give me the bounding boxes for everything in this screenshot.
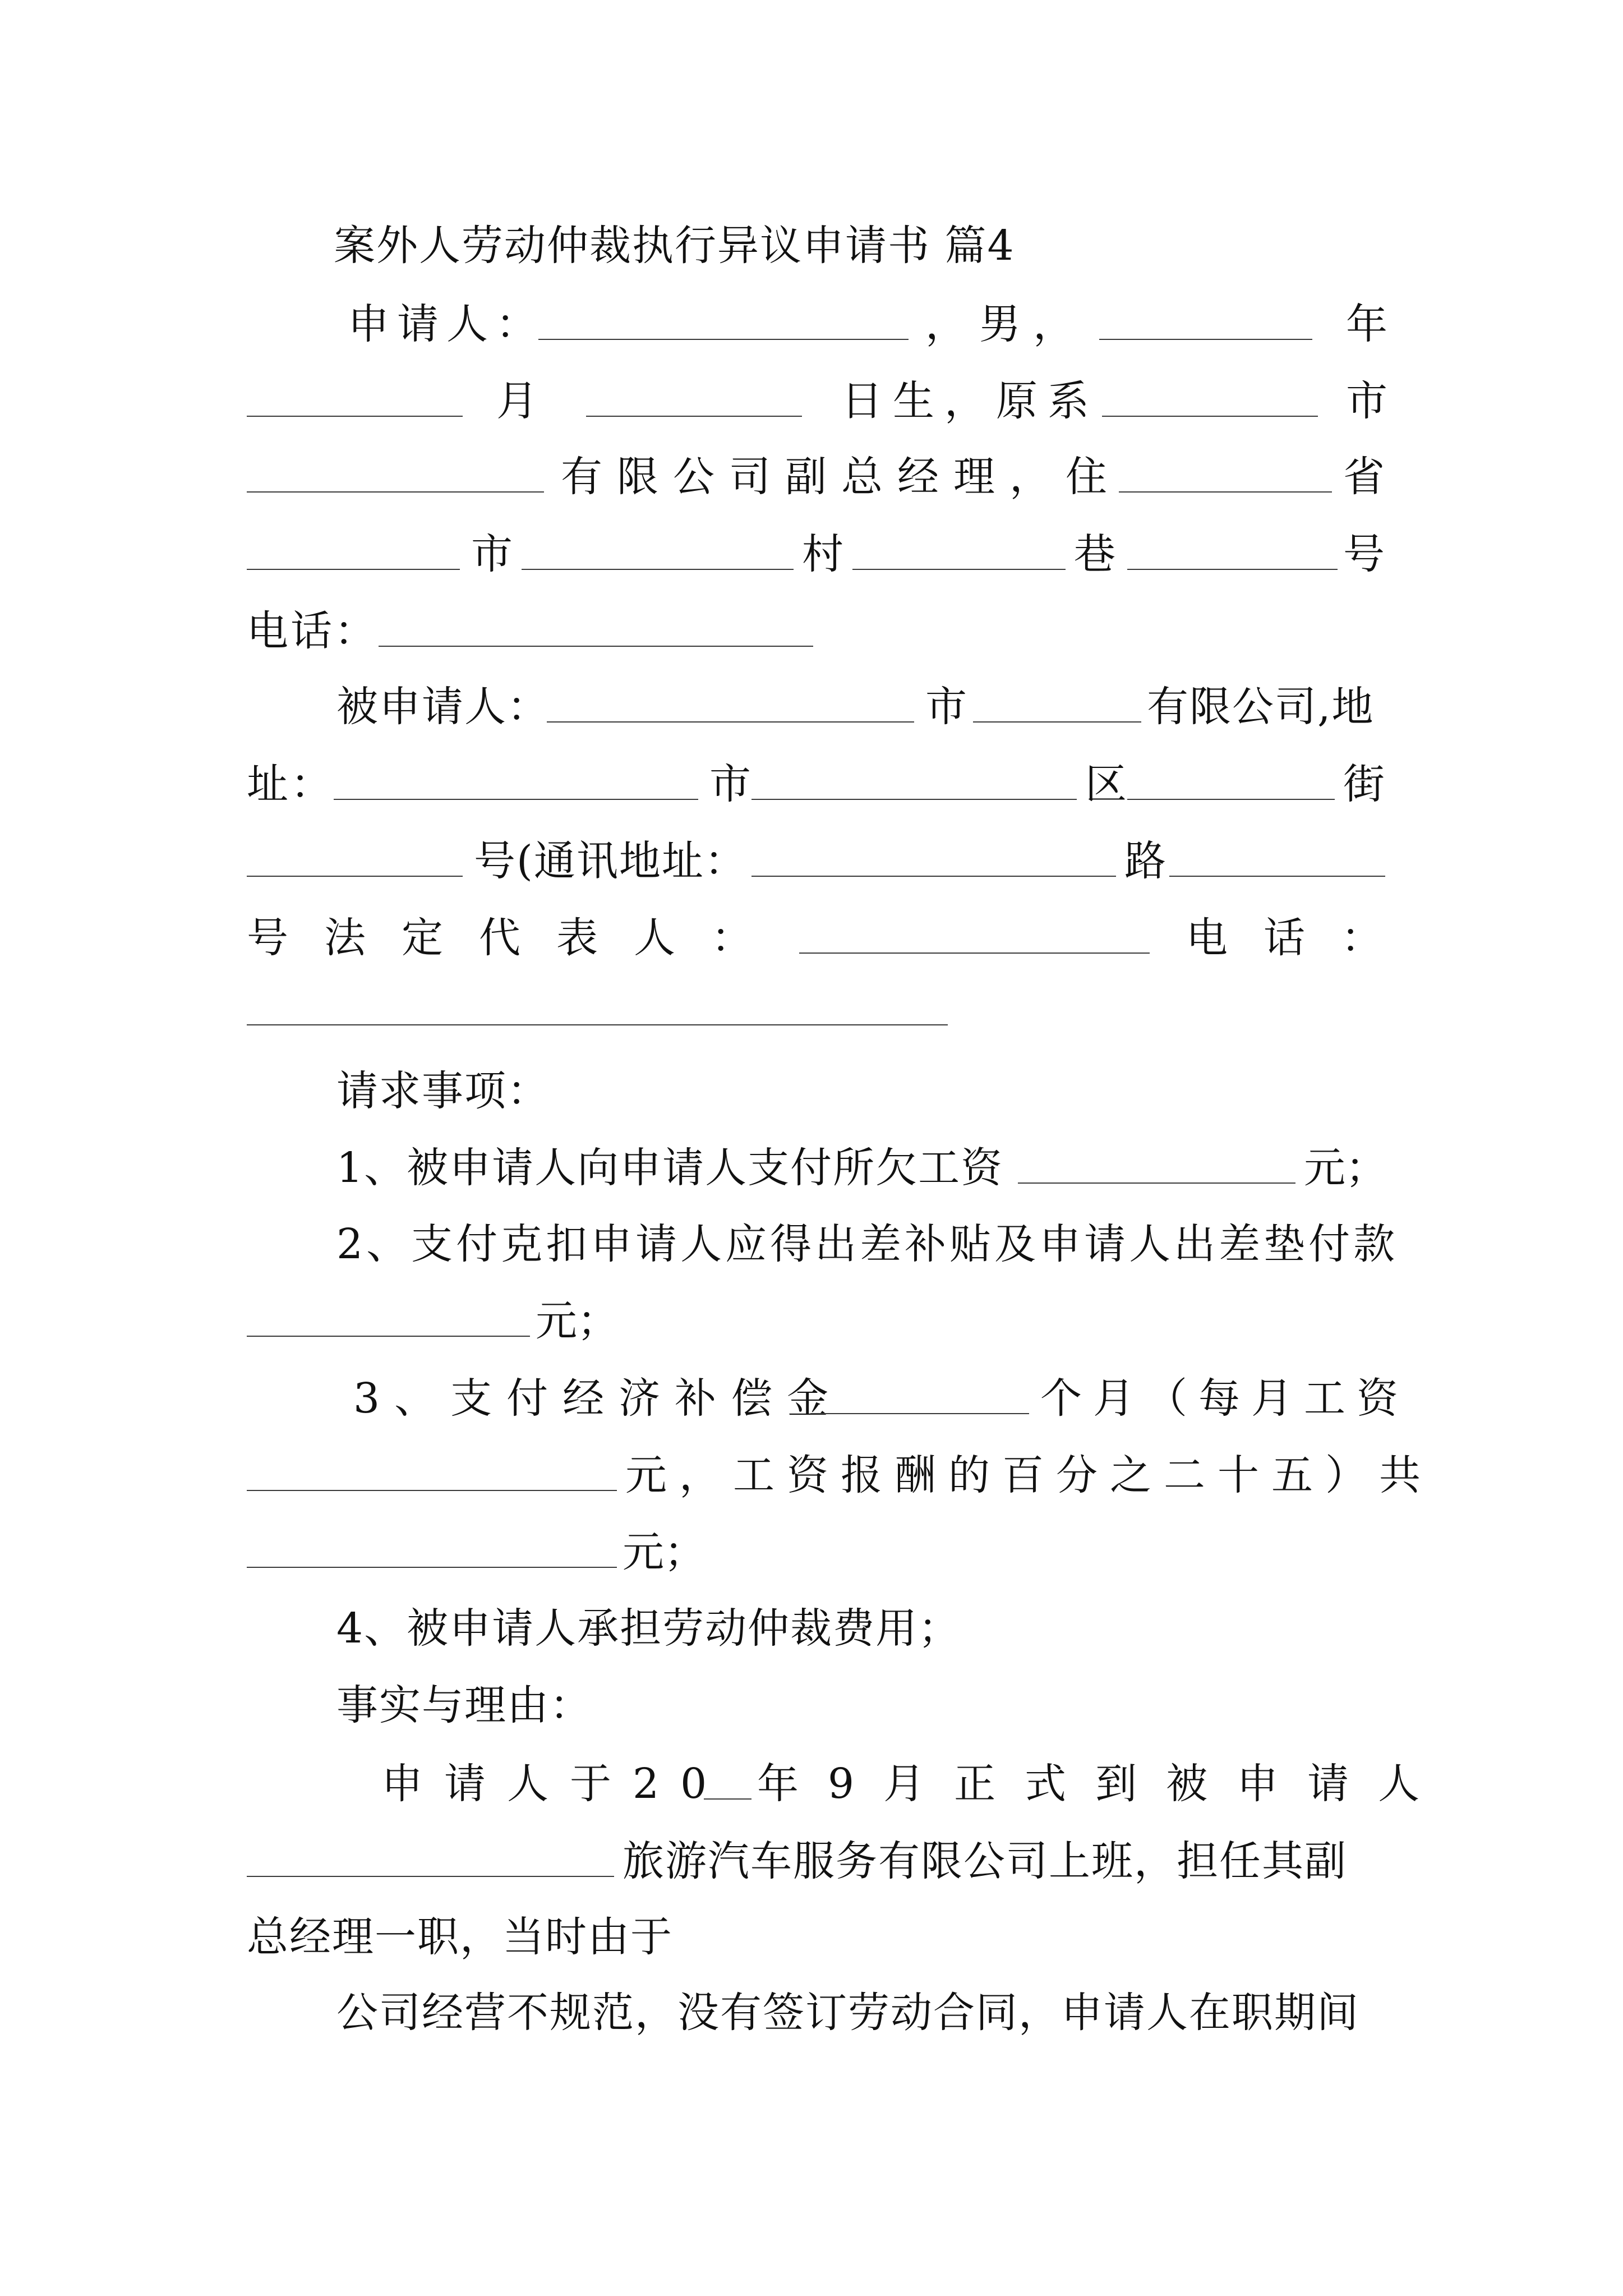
birth-day-blank[interactable] <box>586 416 802 417</box>
position-label: 有限公司副总经理，住 <box>561 453 1122 501</box>
request-3-mid: 元，工资报酬的百分之二十五）共 <box>625 1451 1433 1499</box>
legal-rep-blank[interactable] <box>799 953 1150 954</box>
request-3-months: 个月（每月工资 <box>1040 1374 1409 1423</box>
house-number-blank[interactable] <box>1127 569 1338 570</box>
city-label: 市 <box>1346 377 1387 425</box>
start-year-blank[interactable] <box>704 1798 751 1800</box>
facts-p1-date: 年9月正式到被申请人 <box>757 1760 1449 1808</box>
city2-label: 市 <box>471 530 513 578</box>
respondent-company-label: 有限公司,地 <box>1147 683 1375 731</box>
applicant-phone-label: 电话： <box>247 607 378 655</box>
facts-p1-end: 总经理一职，当时由于 <box>247 1913 673 1961</box>
district-label: 区 <box>1085 760 1127 808</box>
number-label: 号 <box>1343 530 1385 578</box>
request-1-text: 1、被申请人向申请人支付所欠工资 <box>336 1144 1004 1192</box>
document-title: 案外人劳动仲裁执行异议申请书 篇4 <box>334 222 1015 270</box>
request-1-unit: 元； <box>1304 1144 1387 1192</box>
day-origin-label: 日生，原系 <box>841 377 1099 425</box>
facts-p1-start: 申请人于20 <box>381 1760 728 1808</box>
monthly-wage-blank[interactable] <box>247 1490 617 1491</box>
city-blank[interactable] <box>247 569 460 570</box>
respondent-label: 被申请人： <box>336 683 550 731</box>
travel-allowance-blank[interactable] <box>247 1336 530 1337</box>
respondent-addr-label: 址： <box>247 760 334 808</box>
respondent-city-label: 市 <box>925 683 967 731</box>
request-3-unit: 元； <box>623 1528 706 1576</box>
street-label: 街 <box>1343 760 1385 808</box>
request-2-unit: 元； <box>536 1297 619 1345</box>
birth-month-blank[interactable] <box>247 416 463 417</box>
respondent-company-blank[interactable] <box>973 721 1141 723</box>
respondent-city2-label: 市 <box>709 760 751 808</box>
respondent-company-name-blank[interactable] <box>247 1876 614 1877</box>
month-label: 月 <box>496 377 538 425</box>
applicant-name-blank[interactable] <box>538 339 909 340</box>
mail-address-label: 号(通讯地址： <box>474 837 747 885</box>
respondent-addr-city-blank[interactable] <box>334 799 698 800</box>
legal-rep-label: 号法定代表人： <box>247 914 789 962</box>
former-city-blank[interactable] <box>1102 416 1318 417</box>
applicant-phone-blank[interactable] <box>379 646 813 647</box>
applicant-label: 申请人： <box>348 300 545 348</box>
facts-heading: 事实与理由： <box>336 1681 592 1729</box>
district-blank[interactable] <box>751 799 1077 800</box>
request-2-text: 2、支付克扣申请人应得出差补贴及申请人出差垫付款 <box>336 1220 1399 1268</box>
requests-heading: 请求事项： <box>336 1067 550 1115</box>
respondent-phone-blank[interactable] <box>247 1024 948 1025</box>
facts-p1-company: 旅游汽车服务有限公司上班，担任其副 <box>623 1837 1347 1885</box>
unpaid-wages-blank[interactable] <box>1018 1182 1295 1184</box>
request-4-text: 4、被申请人承担劳动仲裁费用； <box>336 1604 961 1653</box>
road-label: 路 <box>1124 837 1166 885</box>
street-number-blank[interactable] <box>247 876 463 877</box>
lane-label: 巷 <box>1074 530 1115 578</box>
lane-blank[interactable] <box>852 569 1066 570</box>
compensation-total-blank[interactable] <box>247 1567 617 1568</box>
company-name-blank[interactable] <box>247 491 544 493</box>
province-label: 省 <box>1343 453 1385 501</box>
village-label: 村 <box>802 530 843 578</box>
road-number-blank[interactable] <box>1169 876 1385 877</box>
respondent-phone-label: 电话： <box>1186 914 1418 962</box>
birth-year-blank[interactable] <box>1099 339 1312 340</box>
applicant-sex: ，男， <box>925 300 1087 348</box>
request-3-text: 3、支付经济补偿金 <box>353 1374 843 1423</box>
province-blank[interactable] <box>1119 491 1332 493</box>
facts-p2: 公司经营不规范，没有签订劳动合同，申请人在职期间 <box>336 1989 1359 2037</box>
year-label: 年 <box>1346 300 1387 348</box>
mail-address-blank[interactable] <box>751 876 1116 877</box>
compensation-months-blank[interactable] <box>810 1413 1029 1414</box>
street-blank[interactable] <box>1127 799 1335 800</box>
respondent-city-blank[interactable] <box>547 721 914 723</box>
village-blank[interactable] <box>522 569 794 570</box>
